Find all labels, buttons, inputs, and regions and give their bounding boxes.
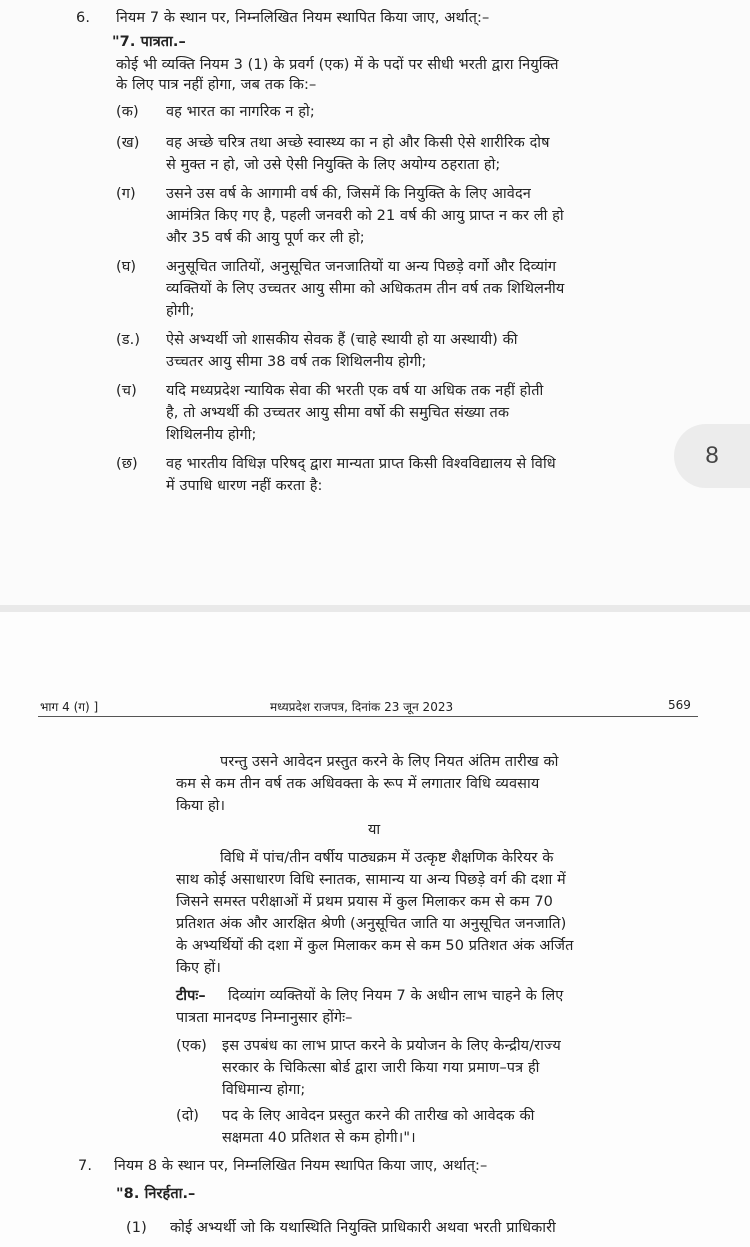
item-label: (1): [126, 1220, 147, 1236]
page-count-badge: 8: [674, 424, 750, 488]
subitem-label: (दो): [176, 1108, 200, 1124]
proviso-line: परन्तु उसने आवेदन प्रस्तुत करने के लिए नियत अंतिम तारीख को: [220, 754, 559, 770]
para-line: के अभ्यर्थियों की दशा में कुल मिलाकर कम से कम 50 प्रतिशत अंक अर्जित: [176, 938, 574, 954]
rule-number: 6.: [76, 10, 91, 26]
item-line: वह भारत का नागरिक न हो;: [166, 104, 315, 120]
page-separator: [0, 605, 750, 612]
item-label: (घ): [116, 259, 137, 275]
item-line: शिथिलनीय होगी;: [166, 427, 257, 443]
item-line: कोई अभ्यर्थी जो कि यथास्थिति नियुक्ति प्राधिकारी अथवा भरती प्राधिकारी: [170, 1220, 556, 1236]
subitem-line: सक्षमता 40 प्रतिशत से कम होगी।"।: [222, 1130, 416, 1146]
note-line: पात्रता मानदण्ड निम्नानुसार होंगेः–: [176, 1010, 353, 1026]
item-label: (ग): [116, 186, 136, 202]
header-title: मध्यप्रदेश राजपत्र, दिनांक 23 जून 2023: [270, 700, 454, 714]
para-line: प्रतिशत अंक और आरक्षित श्रेणी (अनुसूचित जाति या अनुसूचित जनजाति): [176, 916, 567, 932]
proviso-line: किया हो।: [176, 798, 226, 814]
item-line: व्यक्तियों के लिए उच्चतर आयु सीमा को अधिकतम तीन वर्ष तक शिथिलनीय: [166, 281, 565, 297]
item-label: (च): [116, 383, 137, 399]
item-line: यदि मध्यप्रदेश न्यायिक सेवा की भरती एक वर्ष या अधिक तक नहीं होती: [166, 383, 544, 399]
item-line: में उपाधि धारण नहीं करता है:: [166, 478, 323, 494]
or-separator: या: [368, 822, 381, 838]
header-part: भाग 4 (ग) ]: [40, 700, 99, 714]
intro-line: के लिए पात्र नहीं होगा, जब तक कि:–: [116, 77, 317, 93]
subitem-label: (एक): [176, 1038, 207, 1054]
item-line: वह अच्छे चरित्र तथा अच्छे स्वास्थ्य का न हो और किसी ऐसे शारीरिक दोष: [166, 135, 550, 151]
para-line: जिसने समस्त परीक्षाओं में प्रथम प्रयास में कुल मिलाकर कम से कम 70: [176, 894, 554, 910]
para-line: किए हों।: [176, 960, 221, 976]
item-line: आमंत्रित किए गए है, पहली जनवरी को 21 वर्ष की आयु प्राप्त न कर ली हो: [166, 208, 564, 224]
item-line: है, तो अभ्यर्थी की उच्चतर आयु सीमा वर्षो की समुचित संख्या तक: [166, 405, 510, 421]
item-line: उसने उस वर्ष के आगामी वर्ष की, जिसमें कि नियुक्ति के लिए आवेदन: [166, 186, 531, 202]
item-line: उच्चतर आयु सीमा 38 वर्ष तक शिथिलनीय होगी;: [166, 354, 427, 370]
proviso-line: कम से कम तीन वर्ष तक अधिवक्ता के रूप में लगातार विधि व्यवसाय: [176, 776, 540, 792]
header-page-number: 569: [668, 698, 691, 712]
item-label: (ड.): [116, 332, 141, 348]
section-heading: "8. निरर्हता.–: [116, 1186, 196, 1202]
item-line: ऐसे अभ्यर्थी जो शासकीय सेवक हैं (चाहे स्थायी हो या अस्थायी) की: [166, 332, 518, 348]
note-label: टीपः–: [176, 988, 206, 1004]
subitem-line: पद के लिए आवेदन प्रस्तुत करने की तारीख को आवेदक की: [222, 1108, 535, 1124]
header-rule: [38, 716, 698, 717]
intro-line: कोई भी व्यक्ति नियम 3 (1) के प्रवर्ग (एक) में के पदों पर सीधी भरती द्वारा नियुक्ति: [116, 57, 559, 73]
subitem-line: विधिमान्य होगा;: [222, 1082, 306, 1098]
subitem-line: इस उपबंध का लाभ प्राप्त करने के प्रयोजन के लिए केन्द्रीय/राज्य: [222, 1038, 561, 1054]
item-line: से मुक्त न हो, जो उसे ऐसी नियुक्ति के लिए अयोग्य ठहराता हो;: [166, 157, 501, 173]
para-line: विधि में पांच/तीन वर्षीय पाठ्यक्रम में उत्कृष्ट शैक्षणिक केरियर के: [220, 850, 554, 866]
item-label: (क): [116, 104, 139, 120]
gazette-page-upper: [0, 0, 750, 605]
item-line: वह भारतीय विधिज्ञ परिषद् द्वारा मान्यता प्राप्त किसी विश्वविद्यालय से विधि: [166, 456, 556, 472]
item-line: अनुसूचित जातियों, अनुसूचित जनजातियों या अन्य पिछड़े वर्गो और दिव्यांग: [166, 259, 557, 275]
note-line: दिव्यांग व्यक्तियों के लिए नियम 7 के अधीन लाभ चाहने के लिए: [228, 988, 564, 1004]
item-line: होगी;: [166, 303, 195, 319]
rule-number: 7.: [78, 1158, 93, 1174]
item-label: (छ): [116, 456, 138, 472]
rule-text: नियम 7 के स्थान पर, निम्नलिखित नियम स्थापित किया जाए, अर्थात्:–: [116, 10, 490, 26]
section-heading: "7. पात्रता.–: [112, 34, 186, 50]
item-line: और 35 वर्ष की आयु पूर्ण कर ली हो;: [166, 230, 365, 246]
subitem-line: सरकार के चिकित्सा बोर्ड द्वारा जारी किया गया प्रमाण–पत्र ही: [222, 1060, 540, 1076]
rule-text: नियम 8 के स्थान पर, निम्नलिखित नियम स्थापित किया जाए, अर्थात्:–: [114, 1158, 488, 1174]
para-line: साथ कोई असाधारण विधि स्नातक, सामान्य या अन्य पिछड़े वर्ग की दशा में: [176, 872, 566, 888]
item-label: (ख): [116, 135, 140, 151]
